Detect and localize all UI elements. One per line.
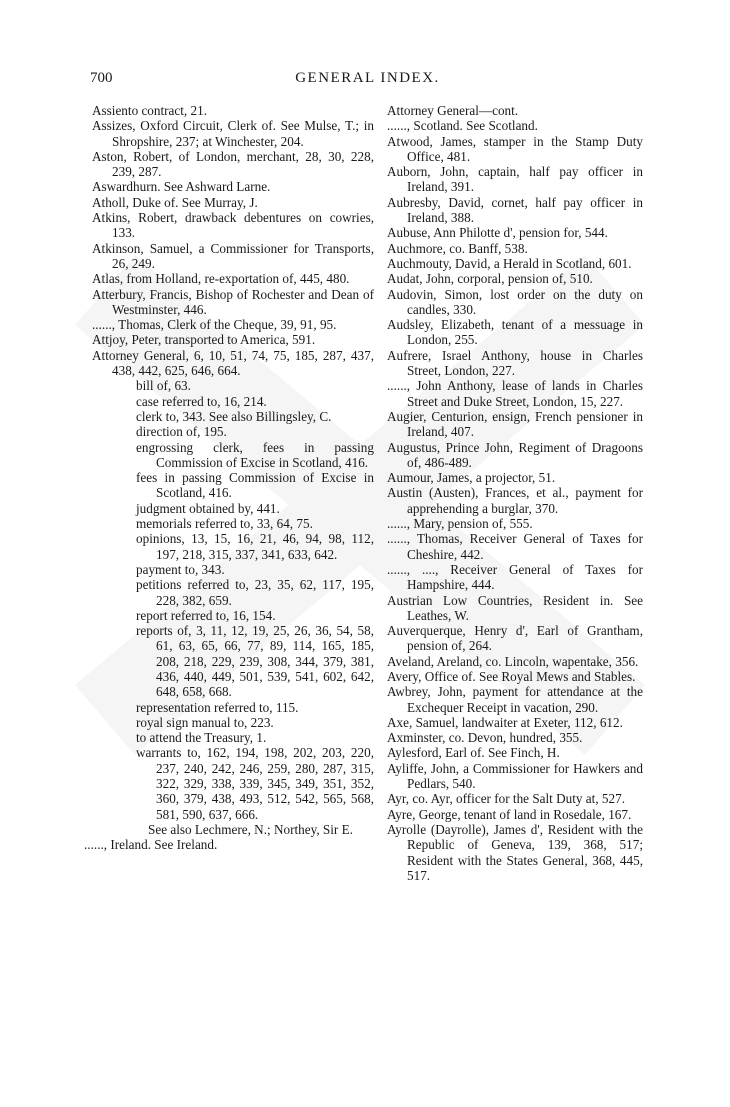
index-entry: ......, John Anthony, lease of lands in Charles Street and Duke Street, London, 15, 227. <box>387 378 643 409</box>
index-entry: Ayliffe, John, a Commissioner for Hawkers and Pedlars, 540. <box>387 760 643 792</box>
index-subentry: report referred to, 16, 154. <box>136 607 276 623</box>
index-subentry: petitions referred to, 23, 35, 62, 117, 195, 228, 382, 659. <box>136 577 374 608</box>
index-entry: ......, Mary, pension of, 555. <box>387 516 533 532</box>
index-entry: Audsley, Elizabeth, tenant of a messuage in London, 255. <box>387 317 643 348</box>
index-entry: Axe, Samuel, landwaiter at Exeter, 112, 612. <box>387 714 623 730</box>
index-entry: Aston, Robert, of London, merchant, 28, 30, 228, 239, 287. <box>92 148 374 180</box>
index-entry: Ayrolle (Dayrolle), James d', Resident with the Republic of Geneva, 139, 368, 517; Resident with the States General, 368, 445, 517. <box>387 821 643 883</box>
page-number: 700 <box>90 70 113 86</box>
index-column-left <box>84 103 374 853</box>
index-entry: Atkinson, Samuel, a Commissioner for Transports, 26, 249. <box>92 240 374 271</box>
index-entry: Avery, Office of. See Royal Mews and Stables. <box>387 668 636 684</box>
index-subentry: case referred to, 16, 214. <box>136 393 267 409</box>
index-entry: Austin (Austen), Frances, et al., payment for apprehending a burglar, 370. <box>387 485 643 516</box>
index-subentry: bill of, 63. <box>136 378 191 394</box>
index-entry: Assizes, Oxford Circuit, Clerk of. See Mulse, T.; in Shropshire, 237; at Winchester, 204. <box>92 118 374 149</box>
index-column-right <box>387 103 643 883</box>
index-subentry: royal sign manual to, 223. <box>136 714 274 730</box>
index-entry: ......, Ireland. See Ireland. <box>84 837 218 853</box>
index-entry: Attjoy, Peter, transported to America, 591. <box>92 332 316 348</box>
index-subentry: engrossing clerk, fees in passing Commission of Excise in Scotland, 416. <box>136 439 374 470</box>
index-entry: Aylesford, Earl of. See Finch, H. <box>387 745 560 761</box>
index-entry: Auchmouty, David, a Herald in Scotland, 601. <box>387 255 632 271</box>
index-entry: Ayre, George, tenant of land in Rosedale, 167. <box>387 806 632 822</box>
index-entry: Aufrere, Israel Anthony, house in Charles Street, London, 227. <box>387 347 643 379</box>
running-title: GENERAL INDEX. <box>295 70 440 86</box>
index-subentry: memorials referred to, 33, 64, 75. <box>136 516 313 532</box>
index-entry: Auborn, John, captain, half pay officer in Ireland, 391. <box>387 164 643 195</box>
index-entry: Attorney General, 6, 10, 51, 74, 75, 185, 287, 437, 438, 442, 625, 646, 664. <box>92 347 374 379</box>
index-subentry: direction of, 195. <box>136 424 227 440</box>
index-entry: Auchmore, co. Banff, 538. <box>387 240 528 256</box>
index-entry: Aubresby, David, cornet, half pay officer in Ireland, 388. <box>387 194 643 226</box>
index-subentry: opinions, 13, 15, 16, 21, 46, 94, 98, 112, 197, 218, 315, 337, 341, 633, 642. <box>136 531 374 562</box>
index-entry: Awbrey, John, payment for attendance at the Exchequer Receipt in vacation, 290. <box>387 684 643 715</box>
index-entry: ......, ...., Receiver General of Taxes for Hampshire, 444. <box>387 561 643 593</box>
index-entry: Ayr, co. Ayr, officer for the Salt Duty at, 527. <box>387 791 625 807</box>
index-entry: Atwood, James, stamper in the Stamp Duty Office, 481. <box>387 133 643 164</box>
index-subentry: clerk to, 343. See also Billingsley, C. <box>136 408 332 424</box>
index-entry: Audat, John, corporal, pension of, 510. <box>387 271 593 287</box>
index-entry: Augier, Centurion, ensign, French pensioner in Ireland, 407. <box>387 408 643 440</box>
index-subentry: to attend the Treasury, 1. <box>136 730 267 746</box>
page-header <box>90 70 645 92</box>
index-entry: ......, Thomas, Clerk of the Cheque, 39, 91, 95. <box>92 317 337 333</box>
index-entry: Atholl, Duke of. See Murray, J. <box>92 194 258 210</box>
index-subentry: warrants to, 162, 194, 198, 202, 203, 220, 237, 240, 242, 246, 259, 280, 287, 315, 322, 329, 338, 339, 345, 349, 351, 352, 360, 379, 438, 493, 512, 542, 565, 568, 581, 590, 637, 666. <box>136 745 374 822</box>
index-entry: Assiento contract, 21. <box>92 103 207 118</box>
index-entry: Audovin, Simon, lost order on the duty on candles, 330. <box>387 286 643 317</box>
index-entry: Auverquerque, Henry d', Earl of Grantham, pension of, 264. <box>387 623 643 654</box>
index-entry: Aswardhurn. See Ashward Larne. <box>92 179 271 195</box>
index-see-also: See also Lechmere, N.; Northey, Sir E. <box>148 821 353 837</box>
index-entry: ......, Scotland. See Scotland. <box>387 118 538 134</box>
index-entry: Aveland, Areland, co. Lincoln, wapentake, 356. <box>387 653 639 669</box>
index-subentry: representation referred to, 115. <box>136 699 299 715</box>
index-subentry: payment to, 343. <box>136 561 225 577</box>
index-subentry: reports of, 3, 11, 12, 19, 25, 26, 36, 54, 58, 61, 63, 65, 66, 77, 89, 114, 165, 185, 208, 218, 229, 239, 308, 344, 379, 381, 436, 440, 449, 501, 539, 541, 602, 642, 648, 658, 668. <box>136 623 374 700</box>
index-subentry: judgment obtained by, 441. <box>136 500 280 516</box>
index-entry: Atkins, Robert, drawback debentures on cowries, 133. <box>92 210 374 241</box>
index-entry: Atlas, from Holland, re-exportation of, 445, 480. <box>92 271 350 287</box>
index-subentry: fees in passing Commission of Excise in Scotland, 416. <box>136 470 374 501</box>
index-entry: Attorney General—cont. <box>387 103 519 118</box>
index-entry: Augustus, Prince John, Regiment of Dragoons of, 486-489. <box>387 439 643 470</box>
index-entry: Axminster, co. Devon, hundred, 355. <box>387 730 583 746</box>
index-entry: ......, Thomas, Receiver General of Taxes for Cheshire, 442. <box>387 531 643 562</box>
index-entry: Atterbury, Francis, Bishop of Rochester and Dean of Westminster, 446. <box>92 286 374 317</box>
index-entry: Austrian Low Countries, Resident in. See Leathes, W. <box>387 592 643 623</box>
index-entry: Aumour, James, a projector, 51. <box>387 470 556 486</box>
index-entry: Aubuse, Ann Philotte d', pension for, 544. <box>387 225 608 241</box>
